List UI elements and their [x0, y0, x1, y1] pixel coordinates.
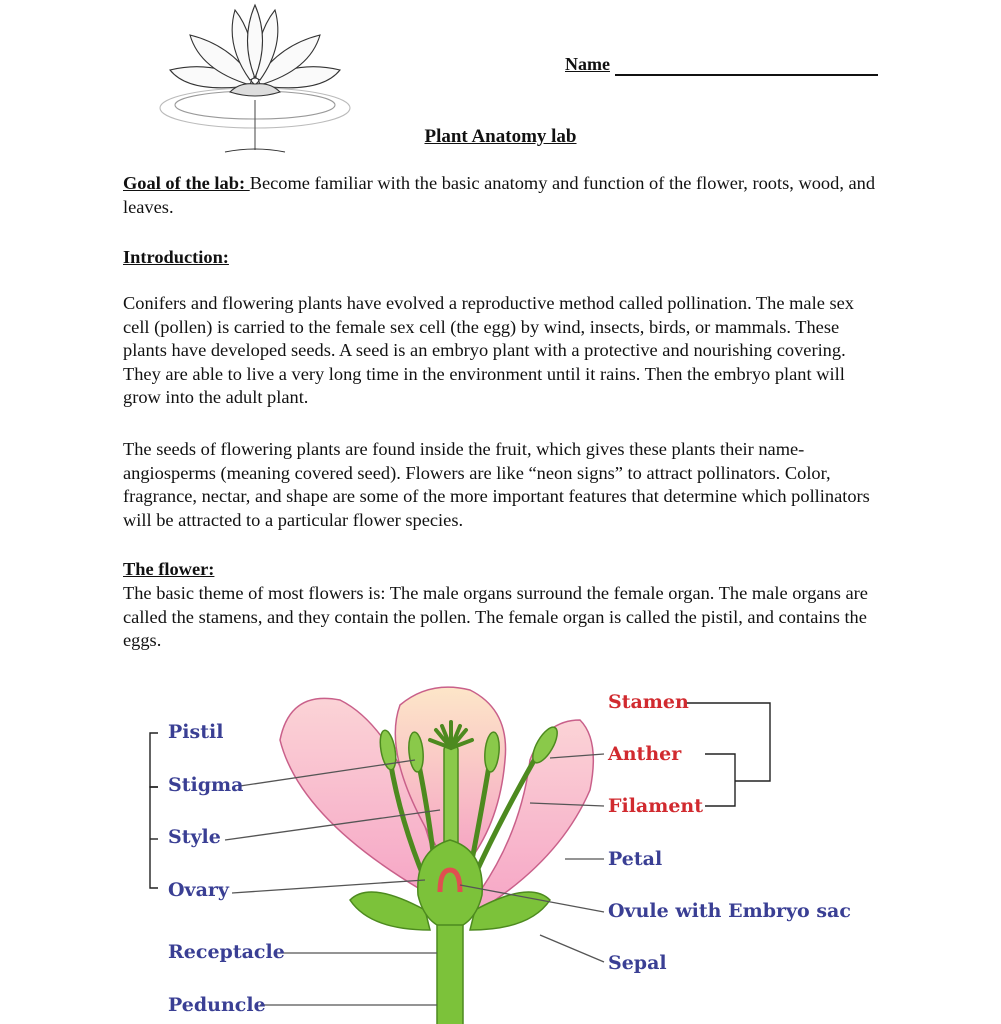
ovary: [418, 840, 482, 930]
name-label: Name: [565, 54, 610, 74]
label-petal: Petal: [608, 848, 663, 870]
flower-anatomy-diagram: [0, 668, 1001, 1024]
label-sepal: Sepal: [608, 952, 667, 974]
introduction-heading: Introduction:: [123, 247, 229, 267]
label-stamen: Stamen: [608, 691, 689, 713]
label-stigma: Stigma: [168, 774, 244, 796]
intro-paragraph-1: Conifers and flowering plants have evolved a reproductive method called pollination. The male sex cell (pollen) is carried to the female sex cell (the egg) by wind, insects, birds, or mammals. These plants have developed seeds. A seed is an embryo plant with a protective and nourishing covering. They are able to live a very long time in the environment until it rains. Then the embryo plant will grow into the adult plant.: [123, 293, 854, 407]
name-blank-line: [615, 74, 878, 76]
label-ovary: Ovary: [168, 879, 229, 901]
label-anther: Anther: [608, 743, 682, 765]
label-receptacle: Receptacle: [168, 941, 285, 963]
goal-text: Become familiar with the basic anatomy and function of the flower, roots, wood, and leaves.: [123, 173, 876, 217]
name-field: [565, 54, 610, 75]
goal-paragraph: [123, 172, 883, 219]
label-pistil: Pistil: [168, 721, 224, 743]
peduncle-stem: [437, 925, 463, 1024]
page-title: Plant Anatomy lab: [424, 126, 577, 147]
goal-label: Goal of the lab:: [123, 173, 250, 193]
label-ovule: Ovule with Embryo sac: [608, 900, 851, 922]
flower-heading: The flower:: [123, 559, 215, 579]
label-peduncle: Peduncle: [168, 994, 266, 1016]
label-filament: Filament: [608, 795, 704, 817]
label-style: Style: [168, 826, 221, 848]
intro-paragraph-2: The seeds of flowering plants are found inside the fruit, which gives these plants their name- angiosperms (meaning covered seed). Flowers are like “neon signs” to attract pollinators. Color, fragrance, nectar, and shape are some of the more important features that determine which pollinators will be attracted to a particular flower species.: [123, 439, 870, 530]
flower-paragraph: The basic theme of most flowers is: The male organs surround the female organ. The male organs are called the stamens, and they contain the pollen. The female organ is called the pistil, and contains the eggs.: [123, 583, 868, 650]
